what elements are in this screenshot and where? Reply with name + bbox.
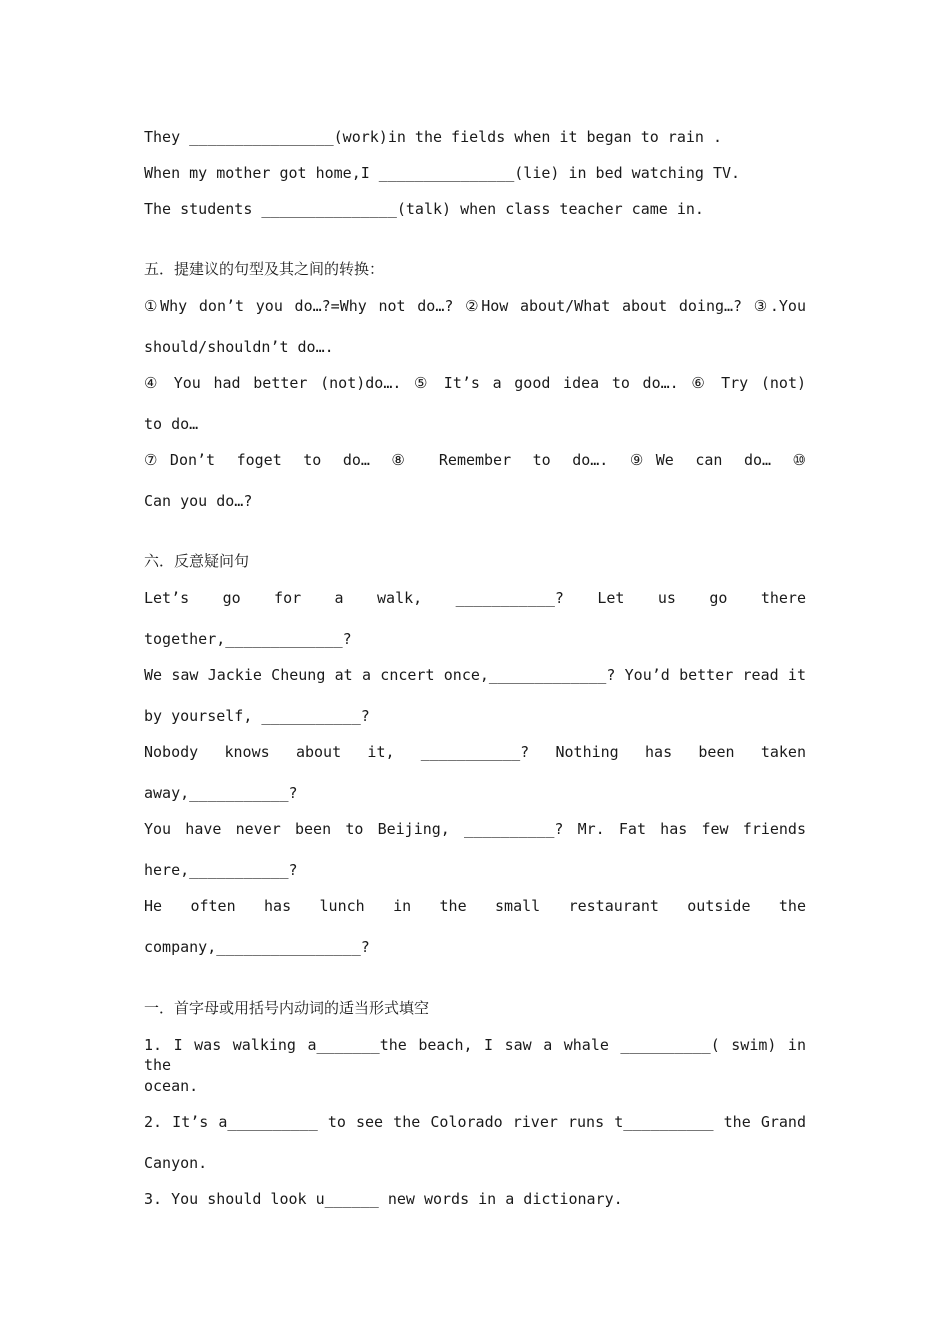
exercise-line: away,___________? — [144, 784, 298, 802]
exercise-line: When my mother got home,I _______________(lie) in bed watching TV. — [144, 164, 741, 182]
exercise-line: You have never been to Beijing, __________? Mr. Fat has few friends — [144, 820, 806, 838]
exercise-line: Nobody knows about it, ___________? Nothing has been taken — [144, 743, 806, 761]
exercise-line: company,________________? — [144, 938, 370, 956]
exercise-line: The students _______________(talk) when class teacher came in. — [144, 200, 704, 218]
exercise-line: He often has lunch in the small restaurant outside the — [144, 897, 806, 915]
text-line: ①Why don’t you do…?=Why not do…? ②How about/What about doing…? ③.You — [144, 297, 806, 315]
exercise-line: 3. You should look u______ new words in a dictionary. — [144, 1190, 623, 1208]
section-heading: 五．提建议的句型及其之间的转换： — [144, 260, 385, 278]
text-line: should/shouldn’t do…. — [144, 338, 334, 356]
text-line: ④ You had better (not)do…. ⑤ It’s a good idea to do…. ⑥ Try (not) — [144, 374, 806, 392]
exercise-line: here,___________? — [144, 861, 298, 879]
section-heading: 六．反意疑问句 — [144, 552, 250, 570]
exercise-line: Canyon. — [144, 1154, 208, 1172]
exercise-line: ocean. — [144, 1077, 199, 1095]
text-line: ⑦Don’t foget to do… ⑧ Remember to do…. ⑨We can do… ⑩ — [144, 451, 806, 469]
text-line: to do… — [144, 415, 199, 433]
exercise-line: We saw Jackie Cheung at a cncert once,_____________? You’d better read it — [144, 666, 806, 684]
text-line: Can you do…? — [144, 492, 253, 510]
section-heading: 一．首字母或用括号内动词的适当形式填空 — [144, 999, 430, 1017]
exercise-line: by yourself, ___________? — [144, 707, 370, 725]
exercise-line: They ________________(work)in the fields when it began to rain . — [144, 128, 722, 146]
exercise-line: 1. I was walking a_______the beach, I saw a whale __________( swim) in the — [144, 1036, 806, 1074]
exercise-line: 2. It’s a__________ to see the Colorado river runs t__________ the Grand — [144, 1113, 806, 1131]
exercise-line: together,_____________? — [144, 630, 352, 648]
exercise-line: Let’s go for a walk, ___________? Let us go there — [144, 589, 806, 607]
